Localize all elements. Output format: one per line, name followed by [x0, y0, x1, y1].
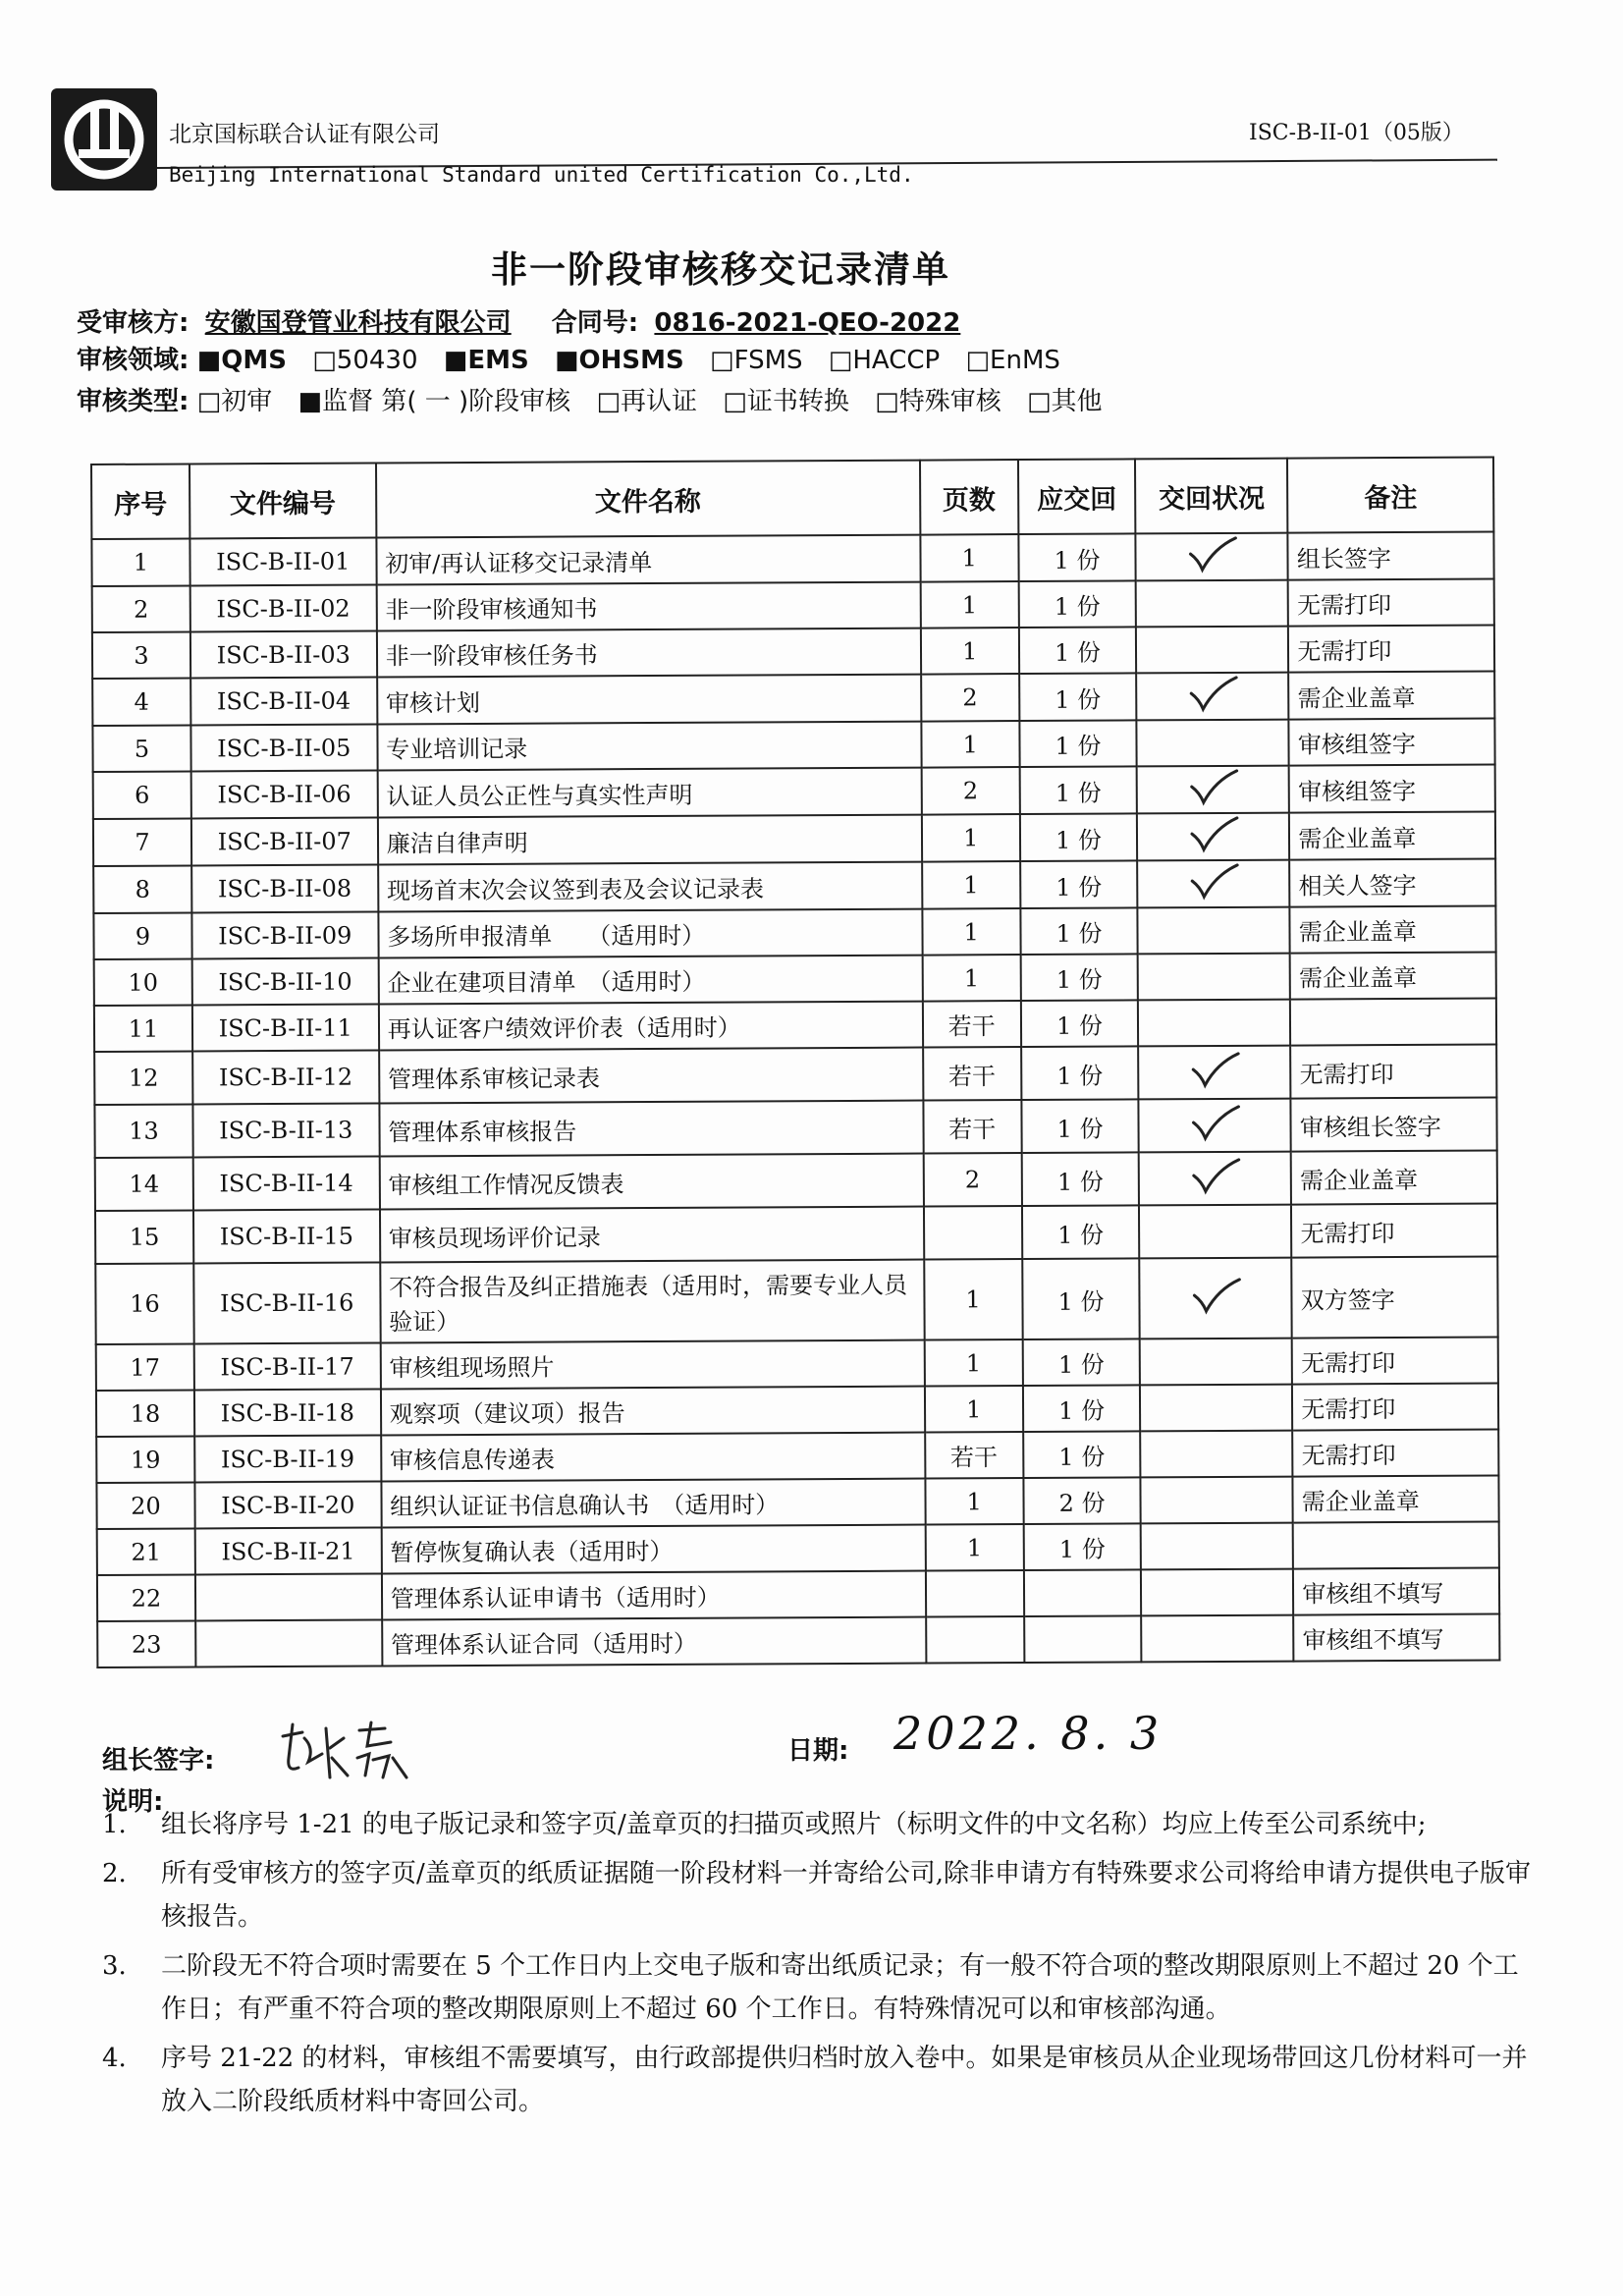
- page-count: [926, 1570, 1024, 1617]
- return-status: [1139, 1152, 1291, 1206]
- remark: 需企业盖章: [1288, 672, 1494, 720]
- checkmark-icon: [1187, 1103, 1242, 1142]
- type-recertification[interactable]: □再认证: [596, 387, 698, 416]
- note-item: [102, 2037, 1536, 2123]
- file-code: ISC-B-II-09: [191, 911, 378, 958]
- return-status: [1136, 627, 1288, 674]
- table-row: [92, 719, 1494, 772]
- date-value: 2022. 8. 3: [893, 1707, 1163, 1760]
- remark: 无需打印: [1290, 1045, 1496, 1099]
- return-status: [1142, 1615, 1294, 1663]
- checkmark-icon: [1185, 767, 1240, 806]
- page-count: 1: [920, 581, 1018, 629]
- domain-50430[interactable]: □50430: [312, 346, 418, 375]
- due-count: 1 份: [1018, 580, 1136, 628]
- due-count: [1024, 1615, 1142, 1663]
- audit-type-line: [77, 381, 1120, 417]
- header-no: 序号: [91, 464, 189, 539]
- table-row: [94, 1045, 1496, 1105]
- page-count: 若干: [925, 1432, 1023, 1479]
- remark: 需企业盖章: [1289, 812, 1495, 860]
- table-row: [96, 1476, 1498, 1529]
- page-count: 2: [921, 674, 1019, 722]
- row-number: 23: [97, 1620, 195, 1667]
- file-code: ISC-B-II-21: [195, 1527, 382, 1574]
- remark: 无需打印: [1291, 1204, 1497, 1258]
- file-name: 管理体系审核记录表: [379, 1048, 923, 1104]
- file-code: ISC-B-II-18: [194, 1389, 381, 1436]
- table-row: [95, 1257, 1497, 1344]
- page-count: 1: [922, 955, 1020, 1002]
- return-status: [1138, 860, 1290, 908]
- file-name: 廉洁自律声明: [378, 815, 922, 865]
- return-status: [1136, 580, 1288, 628]
- table-row: [94, 953, 1496, 1006]
- note-number: 3.: [102, 1951, 127, 1981]
- type-special[interactable]: □特殊审核: [875, 387, 1001, 416]
- file-name: 管理体系审核报告: [379, 1101, 923, 1157]
- due-count: 1 份: [1020, 954, 1138, 1001]
- checkmark-icon: [1185, 674, 1240, 713]
- page-count: 1: [924, 1339, 1022, 1387]
- header-pages: 页数: [920, 460, 1018, 535]
- remark: 无需打印: [1292, 1430, 1498, 1477]
- page-count: [926, 1616, 1024, 1664]
- row-number: 11: [94, 1005, 192, 1052]
- due-count: 1 份: [1020, 860, 1138, 908]
- notes-list: [102, 1803, 1536, 2129]
- file-name: 审核计划: [377, 675, 921, 725]
- file-name: 管理体系认证申请书（适用时）: [382, 1571, 926, 1620]
- table-row: [97, 1568, 1499, 1621]
- row-number: 20: [96, 1482, 194, 1529]
- remark: 组长签字: [1288, 532, 1494, 580]
- file-code: ISC-B-II-12: [192, 1050, 379, 1104]
- row-number: 17: [96, 1343, 194, 1391]
- due-count: 1 份: [1021, 1046, 1139, 1100]
- return-status: [1137, 673, 1289, 721]
- return-status: [1138, 907, 1290, 955]
- table-row: [93, 765, 1495, 819]
- table-row: [92, 672, 1494, 726]
- file-name: 非一阶段审核任务书: [377, 629, 921, 678]
- row-number: 5: [92, 725, 190, 772]
- return-status: [1141, 1523, 1293, 1570]
- page-count: 1: [922, 908, 1020, 956]
- page-count: 1: [925, 1478, 1023, 1525]
- page-count: 1: [920, 534, 1018, 582]
- page-count: 若干: [923, 1001, 1021, 1048]
- file-name: 组织认证证书信息确认书 （适用时）: [381, 1479, 925, 1528]
- file-code: ISC-B-II-17: [194, 1342, 381, 1390]
- due-count: 1 份: [1023, 1431, 1141, 1478]
- checkmark-icon: [1188, 1276, 1243, 1315]
- row-number: 7: [93, 818, 191, 866]
- auditee-line: [77, 302, 968, 339]
- page-count: 1: [925, 1386, 1023, 1433]
- domain-enms[interactable]: □EnMS: [965, 346, 1060, 375]
- remark: [1293, 1522, 1499, 1569]
- note-text: 组长将序号 1-21 的电子版记录和签字页/盖章页的扫描页或照片（标明文件的中文名称）均应上传至公司系统中;: [161, 1810, 1427, 1839]
- due-count: 1 份: [1021, 1099, 1139, 1153]
- remark: 无需打印: [1292, 1384, 1498, 1431]
- leader-signature: [275, 1719, 412, 1787]
- note-text: 序号 21-22 的材料，审核组不需要填写，由行政部提供归档时放入卷中。如果是审核员从企业现场带回这几份材料可一并放入二阶段纸质材料中寄回公司。: [161, 2044, 1528, 2116]
- return-status: [1139, 1046, 1291, 1100]
- remark: 需企业盖章: [1293, 1476, 1499, 1523]
- file-code: ISC-B-II-15: [193, 1209, 380, 1263]
- return-status: [1140, 1385, 1292, 1432]
- row-number: 2: [92, 585, 190, 632]
- table-row: [93, 812, 1495, 866]
- due-count: 1 份: [1018, 533, 1136, 581]
- due-count: 1 份: [1023, 1523, 1141, 1570]
- file-name: 审核组现场照片: [380, 1340, 924, 1390]
- row-number: 13: [94, 1104, 192, 1158]
- file-code: ISC-B-II-01: [189, 537, 376, 585]
- row-number: 4: [92, 678, 190, 726]
- checkmark-icon: [1187, 1050, 1242, 1089]
- document-title: 非一阶段审核移交记录清单: [491, 248, 950, 291]
- file-code: ISC-B-II-08: [191, 864, 378, 912]
- table-row: [95, 1204, 1497, 1264]
- file-code: ISC-B-II-16: [193, 1262, 380, 1343]
- page-count: 1: [921, 721, 1019, 768]
- file-name: 认证人员公正性与真实性声明: [377, 768, 921, 818]
- remark: 无需打印: [1288, 579, 1494, 627]
- row-number: 16: [95, 1263, 193, 1344]
- type-other[interactable]: □其他: [1026, 387, 1103, 416]
- due-count: 1 份: [1020, 1000, 1138, 1047]
- table-row: [92, 579, 1494, 632]
- file-code: ISC-B-II-19: [194, 1435, 381, 1482]
- file-name: 审核员现场评价记录: [380, 1207, 924, 1263]
- remark: 审核组签字: [1289, 719, 1495, 766]
- return-status: [1141, 1569, 1293, 1616]
- return-status: [1137, 813, 1289, 861]
- due-count: [1024, 1569, 1142, 1616]
- remark: 审核组长签字: [1291, 1098, 1497, 1152]
- due-count: 1 份: [1019, 766, 1137, 814]
- domain-line: [77, 340, 1078, 376]
- remark: 需企业盖章: [1291, 1151, 1497, 1205]
- row-number: 10: [94, 958, 192, 1006]
- contract-value: 0816-2021-QEO-2022: [654, 308, 961, 338]
- date-label: 日期:: [787, 1736, 849, 1766]
- due-count: 1 份: [1021, 1152, 1139, 1206]
- table-row: [97, 1522, 1499, 1575]
- page-count: 1: [921, 628, 1019, 675]
- return-status: [1137, 720, 1289, 767]
- type-initial[interactable]: □初审: [196, 387, 273, 416]
- header-due: 应交回: [1018, 459, 1136, 534]
- remark: 审核组不填写: [1293, 1614, 1499, 1662]
- table-row: [91, 532, 1493, 586]
- checkmark-icon: [1184, 534, 1239, 574]
- type-transfer[interactable]: □证书转换: [723, 387, 849, 416]
- header-name: 文件名称: [376, 461, 920, 538]
- domain-fsms[interactable]: □FSMS: [710, 346, 803, 375]
- company-name-en: Beijing International Standard united Certification Co.,Ltd.: [169, 163, 914, 187]
- page-count: 若干: [923, 1047, 1021, 1101]
- due-count: 1 份: [1020, 907, 1138, 955]
- page-count: 1: [924, 1259, 1022, 1340]
- file-name: 多场所申报清单 （适用时）: [378, 909, 922, 958]
- table-header-row: [91, 458, 1493, 539]
- file-name: 不符合报告及纠正措施表（适用时，需要专业人员验证）: [380, 1260, 924, 1343]
- due-count: 1 份: [1023, 1385, 1141, 1432]
- row-number: 18: [96, 1390, 194, 1437]
- page-count: 1: [925, 1524, 1023, 1571]
- auditee-value: 安徽国登管业科技有限公司: [204, 308, 512, 338]
- due-count: 1 份: [1018, 627, 1136, 674]
- row-number: 15: [95, 1210, 193, 1264]
- remark: 相关人签字: [1289, 859, 1495, 907]
- page-count: [924, 1206, 1022, 1260]
- row-number: 21: [97, 1528, 195, 1575]
- table-row: [96, 1430, 1498, 1483]
- domain-ohsms[interactable]: ■OHSMS: [554, 346, 684, 375]
- auditee-label: 受审核方:: [77, 308, 189, 338]
- file-name: 审核组工作情况反馈表: [379, 1154, 923, 1210]
- return-status: [1140, 1258, 1292, 1339]
- leader-signature-label: 组长签字:: [102, 1746, 215, 1776]
- domain-qms[interactable]: ■QMS: [196, 346, 287, 375]
- file-code: ISC-B-II-11: [192, 1004, 379, 1051]
- note-number: 4.: [102, 2044, 127, 2073]
- page-count: 2: [921, 767, 1019, 815]
- note-number: 1.: [102, 1810, 127, 1839]
- file-code: ISC-B-II-20: [194, 1481, 381, 1528]
- remark: 审核组不填写: [1293, 1568, 1499, 1615]
- return-status: [1141, 1431, 1293, 1478]
- file-name: 暂停恢复确认表（适用时）: [381, 1525, 925, 1574]
- file-code: ISC-B-II-06: [191, 770, 378, 818]
- table-body: [91, 532, 1499, 1667]
- row-number: 3: [92, 631, 190, 679]
- file-code: ISC-B-II-07: [191, 817, 378, 865]
- table-row: [97, 1614, 1499, 1667]
- file-code: ISC-B-II-04: [190, 677, 377, 725]
- file-name: 非一阶段审核通知书: [376, 582, 920, 631]
- company-logo: [51, 88, 157, 191]
- return-status: [1141, 1477, 1293, 1524]
- company-name-cn: 北京国标联合认证有限公司: [169, 122, 440, 147]
- due-count: 1 份: [1022, 1205, 1140, 1259]
- due-count: 2 份: [1023, 1477, 1141, 1524]
- file-name: 审核信息传递表: [381, 1433, 925, 1482]
- table-row: [96, 1384, 1498, 1437]
- row-number: 9: [93, 912, 191, 959]
- header-code: 文件编号: [189, 463, 376, 538]
- type-surveillance[interactable]: ■监督 第( 一 )阶段审核: [298, 387, 571, 416]
- file-code: ISC-B-II-14: [193, 1156, 380, 1210]
- checkmark-icon: [1186, 814, 1241, 853]
- file-code: ISC-B-II-10: [192, 957, 379, 1005]
- row-number: 8: [93, 865, 191, 913]
- remark: 需企业盖章: [1290, 906, 1496, 954]
- file-code: [195, 1573, 382, 1620]
- return-status: [1140, 1339, 1292, 1386]
- page-count: 若干: [923, 1100, 1021, 1154]
- remark: 需企业盖章: [1290, 953, 1496, 1000]
- row-number: 12: [94, 1051, 192, 1105]
- table-row: [92, 626, 1494, 679]
- page-count: 1: [922, 861, 1020, 909]
- row-number: 14: [95, 1157, 193, 1211]
- note-item: [102, 1803, 1536, 1846]
- file-code: ISC-B-II-05: [190, 724, 377, 771]
- file-code: ISC-B-II-03: [190, 630, 377, 678]
- return-status: [1139, 1099, 1291, 1153]
- domain-ems[interactable]: ■EMS: [443, 346, 529, 375]
- note-item: [102, 1852, 1536, 1939]
- checkmark-icon: [1186, 861, 1241, 901]
- return-status: [1139, 1205, 1291, 1259]
- return-status: [1138, 954, 1290, 1001]
- file-name: 管理体系认证合同（适用时）: [382, 1617, 926, 1667]
- row-number: 6: [93, 771, 191, 819]
- header-returned: 交回状况: [1135, 459, 1287, 534]
- table-row: [93, 906, 1495, 959]
- contract-label: 合同号:: [551, 308, 639, 338]
- file-name: 观察项（建议项）报告: [381, 1387, 925, 1436]
- due-count: 1 份: [1019, 673, 1137, 721]
- file-name: 企业在建项目清单 （适用时）: [378, 956, 922, 1005]
- file-name: 再认证客户绩效评价表（适用时）: [379, 1002, 923, 1051]
- file-name: 初审/再认证移交记录清单: [376, 535, 920, 585]
- note-text: 所有受审核方的签字页/盖章页的纸质证据随一阶段材料一并寄给公司,除非申请方有特殊要求公司将给申请方提供电子版审核报告。: [161, 1859, 1532, 1932]
- header-remark: 备注: [1287, 458, 1493, 533]
- remark: [1290, 999, 1496, 1046]
- table-row: [94, 999, 1496, 1052]
- note-item: [102, 1944, 1536, 2031]
- remark: 审核组签字: [1289, 765, 1495, 813]
- domain-label: 审核领域:: [77, 346, 189, 375]
- transfer-record-table: [90, 457, 1500, 1668]
- remark: 无需打印: [1288, 626, 1494, 673]
- return-status: [1137, 766, 1289, 814]
- notes-label: 说明:: [102, 1787, 164, 1817]
- page-count: 2: [923, 1153, 1021, 1207]
- due-count: 1 份: [1019, 720, 1137, 767]
- form-code: ISC-B-II-01（05版）: [1249, 121, 1464, 145]
- row-number: 1: [91, 538, 189, 586]
- checkmark-icon: [1188, 1156, 1243, 1195]
- page-count: 1: [922, 814, 1020, 862]
- table-row: [94, 1098, 1496, 1158]
- table-row: [93, 859, 1495, 913]
- file-name: 专业培训记录: [377, 722, 921, 771]
- audit-type-label: 审核类型:: [77, 387, 189, 416]
- row-number: 19: [96, 1436, 194, 1483]
- file-name: 现场首末次会议签到表及会议记录表: [378, 862, 922, 912]
- row-number: 22: [97, 1574, 195, 1621]
- due-count: 1 份: [1022, 1258, 1140, 1339]
- return-status: [1136, 533, 1288, 581]
- file-code: ISC-B-II-02: [190, 584, 377, 631]
- remark: 双方签字: [1292, 1257, 1498, 1339]
- table-row: [96, 1338, 1498, 1391]
- file-code: ISC-B-II-13: [192, 1103, 379, 1157]
- remark: 无需打印: [1292, 1338, 1498, 1385]
- file-code: [195, 1619, 382, 1667]
- due-count: 1 份: [1019, 813, 1137, 861]
- due-count: 1 份: [1022, 1339, 1140, 1386]
- table-row: [95, 1151, 1497, 1211]
- note-text: 二阶段无不符合项时需要在 5 个工作日内上交电子版和寄出纸质记录；有一般不符合项的整改期限原则上不超过 20 个工作日；有严重不符合项的整改期限原则上不超过 60 个工作日。有特殊情况可以和审核部沟通。: [161, 1951, 1519, 2024]
- return-status: [1138, 1000, 1290, 1047]
- domain-haccp[interactable]: □HACCP: [828, 346, 941, 375]
- note-number: 2.: [102, 1859, 127, 1888]
